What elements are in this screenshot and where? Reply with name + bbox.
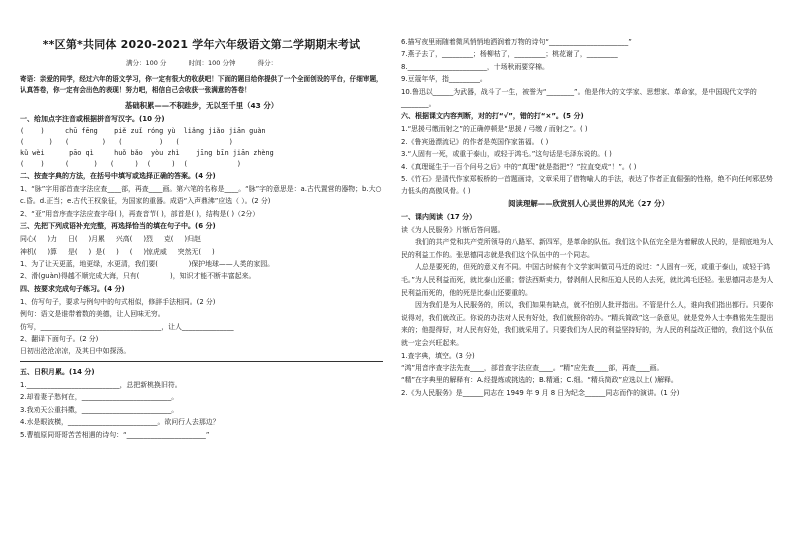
- exam-title: **区第*共同体 2020-2021 学年六年级语文第二学期期末考试: [42, 38, 361, 51]
- reading-question-1b: “精”在字典里的解释有：A.经提炼或挑选的；B.精通；C.细。“精兵简政”应选以上( )解释。: [401, 376, 678, 385]
- question-4-1-answer: 仿写，___________________________________，让人_______________: [20, 322, 234, 331]
- judge-3: 3.“人固有一死，或重于泰山，或轻于鸿毛。”这句话是毛泽东说的。( ): [401, 150, 612, 159]
- idiom-row-2: 神机( )算 是( ) 是( ) ( )惊虎威 突然无( ): [20, 247, 215, 256]
- question-r9: 9.豆蔻年华，指_________。: [401, 75, 487, 84]
- question-4-1: 1、仿写句子，要求与例句中的句式相似，修辞手法相同。(2 分): [20, 297, 216, 306]
- question-r10: 10.鲁迅以______为武器，战斗了一生，被誉为“________”。他是伟大的文学家、思想家、革命家，是中国现代文学的________。: [401, 87, 757, 109]
- question-3-2: 2、滑(guàn)得越不顺完成大海，只有( )，知识才能不断丰富起来。: [20, 272, 256, 281]
- passage-paragraph-1: 我们的共产党和共产党所领导的八路军、新四军，是革命的队伍。我们这个队伍完全是为着解放人民的，是彻底地为人民的利益工作的。张思德同志就是我们这个队伍中的一个同志。: [401, 238, 774, 259]
- question-r6: 6.描写夜里雨随着微风悄悄地洒润着万物的诗句“_______________________”: [401, 38, 632, 46]
- judge-1: 1.“思援弓缴而射之”的正确停顿是“思援 / 弓缴 / 而射之”。( ): [401, 125, 588, 134]
- answer-line: [20, 361, 383, 362]
- judge-heading: 六、根据课文内容判断，对的打“√”，错的打“×”。(5 分): [401, 112, 584, 121]
- question-5-5: 5.曹植原同哥哥苦苦相遇的诗句：“_______________________”: [20, 430, 210, 439]
- question-4-heading: 四、按要求完成句子练习。(4 分): [20, 284, 125, 293]
- reading-intro: 读《为人民服务》片断后答问题。: [401, 225, 505, 234]
- question-1-heading: 一、给加点字注音或根据拼音写汉字。(10 分): [20, 115, 165, 123]
- judge-4: 4.《真理诞生于一百个问号之后》中的“真理”就是指把“？”拉直变成“！”。( ): [401, 162, 637, 171]
- pinyin-row-2: kǔ wèi pāo qì huǒ bǎo yòu zhì jīng bīn jiān zhèng: [20, 149, 274, 157]
- question-5-heading: 五、日积月累。(14 分): [20, 367, 95, 376]
- question-2-heading: 二、按查字典的方法，在括号中填写或选择正确的答案。(4 分): [20, 172, 216, 180]
- reading-heading: 一、课内阅读（17 分）: [401, 212, 477, 221]
- question-5-2: 2.却看妻子愁何在，__________________________。: [20, 393, 179, 402]
- question-r8: 8._______________________，十场秋雨要穿棉。: [401, 62, 549, 71]
- reading-question-2: 2.《为人民服务》是______同志在 1949 年 9 月 8 日为纪念______同志而作的演讲。(1 分): [401, 388, 680, 397]
- right-column: [397, 0, 794, 550]
- question-4-1-example: 例句：语文是谁带着数的美德，让人回味无穷。: [20, 310, 165, 319]
- exam-time: 时间：100 分钟: [188, 59, 236, 67]
- pinyin-row-2-blanks: ( ) ( ) ( ) ( ) ( ): [20, 160, 241, 168]
- question-r7: 7.燕子去了，_________；杨柳枯了，_________；桃花谢了，_________: [401, 50, 618, 59]
- judge-5: 5.《竹石》是清代作家郑板桥的一首题画诗，文章采用了借物喻人的手法，表达了作者正直倔强的性格，绝不向任何邪恶势力低头的高傲风骨。( ): [401, 175, 773, 196]
- section-banner-reading: 阅读理解——欣赏别人心灵世界的风光（27 分）: [508, 198, 669, 208]
- question-5-4: 4.水是眼波横，__________________________。欲问行人去那边？: [20, 418, 220, 427]
- full-score: 满分：100 分: [125, 59, 167, 67]
- section-banner-basic: 基础积累——不积跬步，无以至千里（43 分）: [124, 101, 279, 110]
- question-2-2: 2、“亚”用音序查字法应查字母( )，再查音节( )，部首是( )，结构是( )（2分）: [20, 209, 260, 218]
- reading-question-1: 1.查字典，填空。(3 分): [401, 351, 475, 360]
- score-got: 得分：: [257, 59, 278, 67]
- exam-meta: [20, 58, 383, 67]
- question-2-1: 1、“脉”字用部首查字法应查____部，再查____画。第六笔的名称是____。“脉”字的意思是：a.古代置营的器物；b.大○ c.昏。d.正当；e.古代王权象征，为国家的重器。成语“入声鼎沸”应选（ ）。(2 分): [20, 185, 382, 206]
- passage-paragraph-3: 因为我们是为人民服务的，所以，我们如果有缺点，就不怕别人批评指出。不管是什么人，谁向我们指出都行。只要你说得对，我们就改正。你说的办法对人民有好处，我们就照你的办。“精兵简政”这一条意见，就是党外人士李鼎铭先生提出来的；他提得好，对人民有好处，我们就采用了。只要我们为人民的利益坚持好的，为人民的利益改正错的，我们这个队伍就一定会兴旺起来。: [401, 301, 774, 348]
- notice-text: 寄语：亲爱的同学，经过六年的语文学习，你一定有很大的收获吧！下面的题目给你提供了一个全面创设的平台，仔细审题，认真答卷，你一定有会出色的表现！努力吧，相信自己会收获一张满意的答卷！: [20, 75, 383, 94]
- pinyin-row-1-blanks: ( ) ( ) ( ) ( ): [20, 138, 233, 146]
- question-4-2-sentence: 日初出沧沧凉凉，及其日中如探汤。: [20, 347, 131, 356]
- question-3-heading: 三、先把下列成语补充完整，再选择恰当的填在句子中。(6 分): [20, 222, 216, 231]
- question-4-2: 2、翻译下面句子。(2 分): [20, 335, 99, 344]
- question-5-1: 1.___________________________，总把新桃换旧符。: [20, 380, 182, 389]
- reading-question-1a: “鸿”用音序查字法先查____，部首查字法应查____。“精”应先查____部，再查____画。: [401, 364, 664, 373]
- pinyin-row-1: ( ) chū fēng piě zuǐ róng yù liǎng jiǎo jiān guàn: [20, 127, 266, 135]
- question-5-3: 3.我劝天公重抖擞，__________________________。: [20, 405, 179, 414]
- question-3-1: 1、为了让天更蓝，地更绿，水更清，我们要( )保护地球——人类的家园。: [20, 260, 275, 269]
- idiom-row-1: 同心( )力 日( )月累 兴高( )烈 克( )归赵: [20, 235, 201, 244]
- passage-paragraph-2: 人总是要死的，但死的意义有不同。中国古时候有个文学家叫做司马迁的说过：“人固有一死，或重于泰山，或轻于鸿毛。”为人民利益而死，就比泰山还重；替法西斯卖力，替剥削人民和压迫人民的人去死，就比鸿毛还轻。张思德同志是为人民利益而死的，他的死是比泰山还要重的。: [401, 263, 774, 297]
- judge-2: 2.《鲁宾逊漂流记》的作者是英国作家笛福。 ( ): [401, 137, 549, 146]
